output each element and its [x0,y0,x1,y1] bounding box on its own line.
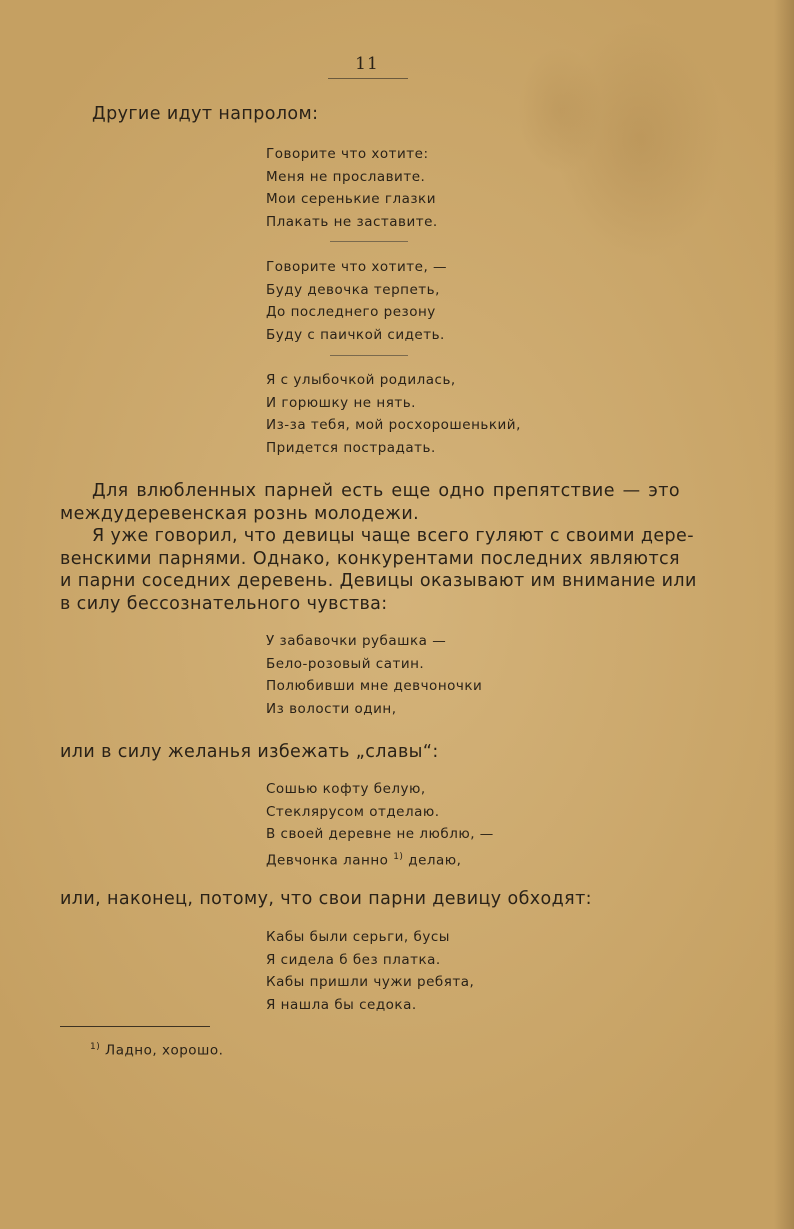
verse-stanza-3 [266,369,521,459]
verse-line: Я сидела б без платка. [266,951,441,968]
verse-line: Говорите что хотите, — [266,259,448,275]
verse-line: Сошью кофту белую, [266,781,426,797]
verse-line: Говорите что хотите: [266,146,429,162]
paragraph-line: венскими парнями. Однако, конкурентами последних являются [60,549,680,569]
footnote-rule [60,1026,210,1027]
verse-line-part: делаю, [408,852,462,868]
verse-line: Стеклярусом отделаю. [266,803,440,820]
verse-line: И горюшку не нять. [266,394,416,411]
paragraph-line: и парни соседних деревень. Девицы оказывают им внимание или [60,571,697,591]
paragraph-line: междудеревенская рознь молодежи. [60,504,420,524]
verse-line: Буду с паичкой сидеть. [266,326,445,343]
footnote [90,1042,223,1059]
verse-line: Меня не прославите. [266,168,426,185]
footnote-text: Ладно, хорошо. [105,1042,224,1059]
verse-line: До последнего резону [266,304,436,320]
page-edge-shadow [774,0,794,1229]
text-line: или, наконец, потому, что свои парни девицу обходят: [60,889,592,909]
verse-stanza-6 [266,926,474,1016]
verse-line: Я с улыбочкой родилась, [266,372,456,388]
verse-line: В своей деревне не люблю, — [266,826,494,842]
page-number-rule [328,78,408,79]
text-line: или в силу желанья избежать „славы“: [60,742,439,762]
verse-line: Полюбивши мне девчоночки [266,678,483,694]
verse-line: Кабы были серьги, бусы [266,929,450,945]
verse-line: Я нашла бы седока. [266,996,417,1013]
paragraph-line: Я уже говорил, что девицы чаще всего гуляют с своими дере- [92,526,694,546]
verse-line: Мои серенькие глазки [266,191,436,207]
verse-line: Придется пострадать. [266,439,436,456]
verse-line: Из-за тебя, мой росхорошенький, [266,417,521,433]
page-number: 11 [355,54,379,74]
verse-line-part: Девчонка ланно [266,852,389,868]
paragraph-line: в силу бессознательного чувства: [60,594,388,614]
paragraph-line: Для влюбленных парней есть еще одно препятствие — это [92,481,680,501]
verse-line: Буду девочка терпеть, [266,281,440,298]
verse-line-with-note [266,846,494,872]
verse-line: Плакать не заставите. [266,213,438,230]
verse-line: Кабы пришли чужи ребята, [266,974,475,990]
verse-line: Из волости один, [266,700,397,717]
footnote-reference: 1) [393,851,404,862]
stanza-divider [330,355,408,356]
verse-line: У забавочки рубашка — [266,633,447,649]
verse-stanza-2 [266,256,447,346]
footnote-mark: 1) [90,1042,101,1052]
verse-stanza-4 [266,630,482,720]
verse-line: Бело-розовый сатин. [266,655,425,672]
stanza-divider [330,241,408,242]
intro-line: Другие идут напролом: [92,104,319,124]
verse-stanza-1 [266,143,438,233]
verse-stanza-5 [266,778,494,872]
